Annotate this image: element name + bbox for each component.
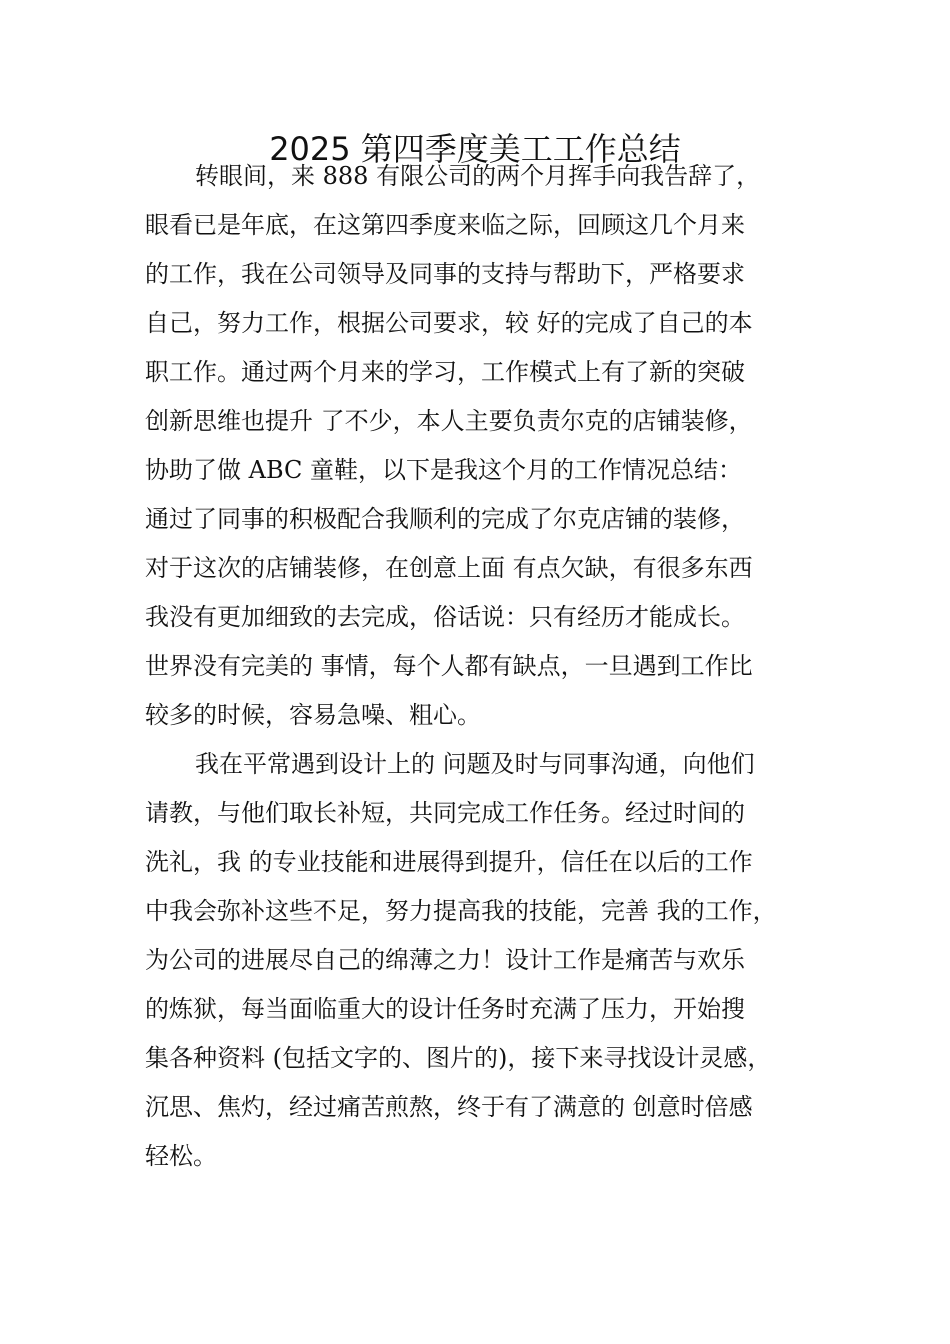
- paragraph-1: [145, 152, 815, 740]
- paragraph-line: 我在平常遇到设计上的 问题及时与同事沟通，向他们: [195, 750, 755, 778]
- paragraph-line: 眼看已是年底，在这第四季度来临之际，回顾这几个月来: [145, 211, 745, 239]
- paragraph-line: 对于这次的店铺装修，在创意上面 有点欠缺，有很多东西: [145, 554, 753, 582]
- paragraph-line: 创新思维也提升 了不少，本人主要负责尔克的店铺装修，: [145, 407, 753, 435]
- paragraph-line: 职工作。通过两个月来的学习，工作模式上有了新的突破: [145, 358, 745, 386]
- document-body: [145, 152, 815, 1181]
- paragraph-line: 轻松。: [145, 1142, 217, 1170]
- paragraph-line: 转眼间，来 888 有限公司的两个月挥手向我告辞了，: [195, 162, 761, 190]
- paragraph-line: 集各种资料 (包括文字的、图片的)，接下来寻找设计灵感，: [145, 1044, 772, 1072]
- paragraph-line: 为公司的进展尽自己的绵薄之力！设计工作是痛苦与欢乐: [145, 946, 745, 974]
- paragraph-line: 世界没有完美的 事情，每个人都有缺点，一旦遇到工作比: [145, 652, 753, 680]
- document-title: 2025 第四季度美工工作总结: [269, 130, 681, 168]
- paragraph-line: 较多的时候，容易急噪、粗心。: [145, 701, 481, 729]
- paragraph-line: 请教，与他们取长补短，共同完成工作任务。经过时间的: [145, 799, 745, 827]
- paragraph-line: 沉思、焦灼，经过痛苦煎熬，终于有了满意的 创意时倍感: [145, 1093, 753, 1121]
- paragraph-line: 的炼狱，每当面临重大的设计任务时充满了压力，开始搜: [145, 995, 745, 1023]
- paragraph-line: 协助了做 ABC 童鞋，以下是我这个月的工作情况总结：: [145, 456, 743, 484]
- paragraph-line: 的工作，我在公司领导及同事的支持与帮助下，严格要求: [145, 260, 745, 288]
- paragraph-line: 通过了同事的积极配合我顺利的完成了尔克店铺的装修，: [145, 505, 745, 533]
- paragraph-line: 中我会弥补这些不足，努力提高我的技能，完善 我的工作，: [145, 897, 777, 925]
- paragraph-2: [145, 740, 815, 1181]
- paragraph-line: 自己，努力工作，根据公司要求，较 好的完成了自己的本: [145, 309, 753, 337]
- paragraph-line: 我没有更加细致的去完成，俗话说：只有经历才能成长。: [145, 603, 745, 631]
- paragraph-line: 洗礼，我 的专业技能和进展得到提升，信任在以后的工作: [145, 848, 753, 876]
